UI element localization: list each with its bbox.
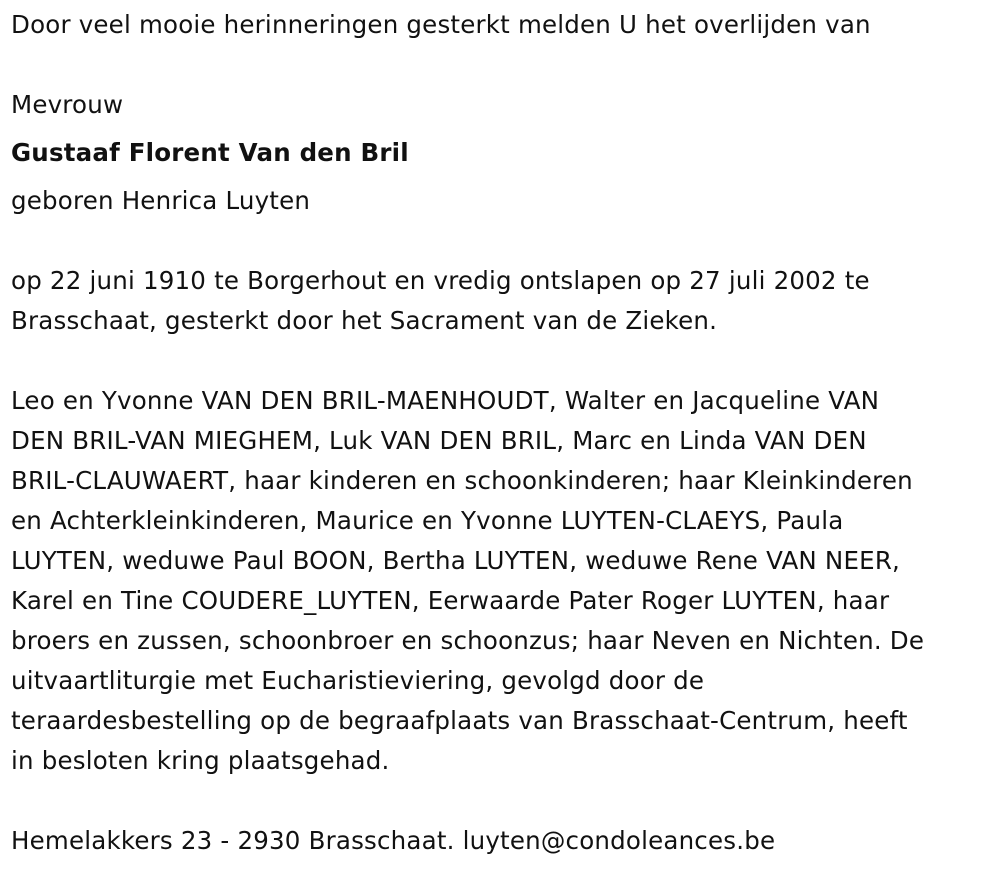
dates-line-2: Brasschaat, gesterkt door het Sacrament van de Zieken. (11, 306, 718, 335)
family-line: in besloten kring plaatsgehad. (11, 746, 390, 775)
family-line: Karel en Tine COUDERE_LUYTEN, Eerwaarde Pater Roger LUYTEN, haar (11, 586, 890, 615)
born-as: geboren Henrica Luyten (11, 186, 311, 215)
family-line: uitvaartliturgie met Eucharistieviering, gevolgd door de (11, 666, 705, 695)
family-line: broers en zussen, schoonbroer en schoonzus; haar Neven en Nichten. De (11, 626, 925, 655)
family-line: BRIL-CLAUWAERT, haar kinderen en schoonkinderen; haar Kleinkinderen (11, 466, 913, 495)
family-line: DEN BRIL-VAN MIEGHEM, Luk VAN DEN BRIL, Marc en Linda VAN DEN (11, 426, 867, 455)
spacer (11, 221, 986, 261)
family-line: LUYTEN, weduwe Paul BOON, Bertha LUYTEN, weduwe Rene VAN NEER, (11, 546, 901, 575)
obituary-notice (11, 5, 986, 861)
contact-address: Hemelakkers 23 - 2930 Brasschaat. luyten@condoleances.be (11, 826, 776, 855)
dates-line-1: op 22 juni 1910 te Borgerhout en vredig ontslapen op 27 juli 2002 te (11, 266, 870, 295)
spacer (11, 341, 986, 381)
intro-text: Door veel mooie herinneringen gesterkt melden U het overlijden van (11, 10, 871, 39)
family-paragraph (11, 381, 986, 781)
family-line: Leo en Yvonne VAN DEN BRIL-MAENHOUDT, Walter en Jacqueline VAN (11, 386, 880, 415)
family-line: teraardesbestelling op de begraafplaats van Brasschaat-Centrum, heeft (11, 706, 908, 735)
title-prefix: Mevrouw (11, 90, 124, 119)
spacer (11, 781, 986, 821)
deceased-name: Gustaaf Florent Van den Bril (11, 138, 409, 167)
family-line: en Achterkleinkinderen, Maurice en Yvonne LUYTEN-CLAEYS, Paula (11, 506, 844, 535)
spacer (11, 45, 986, 85)
